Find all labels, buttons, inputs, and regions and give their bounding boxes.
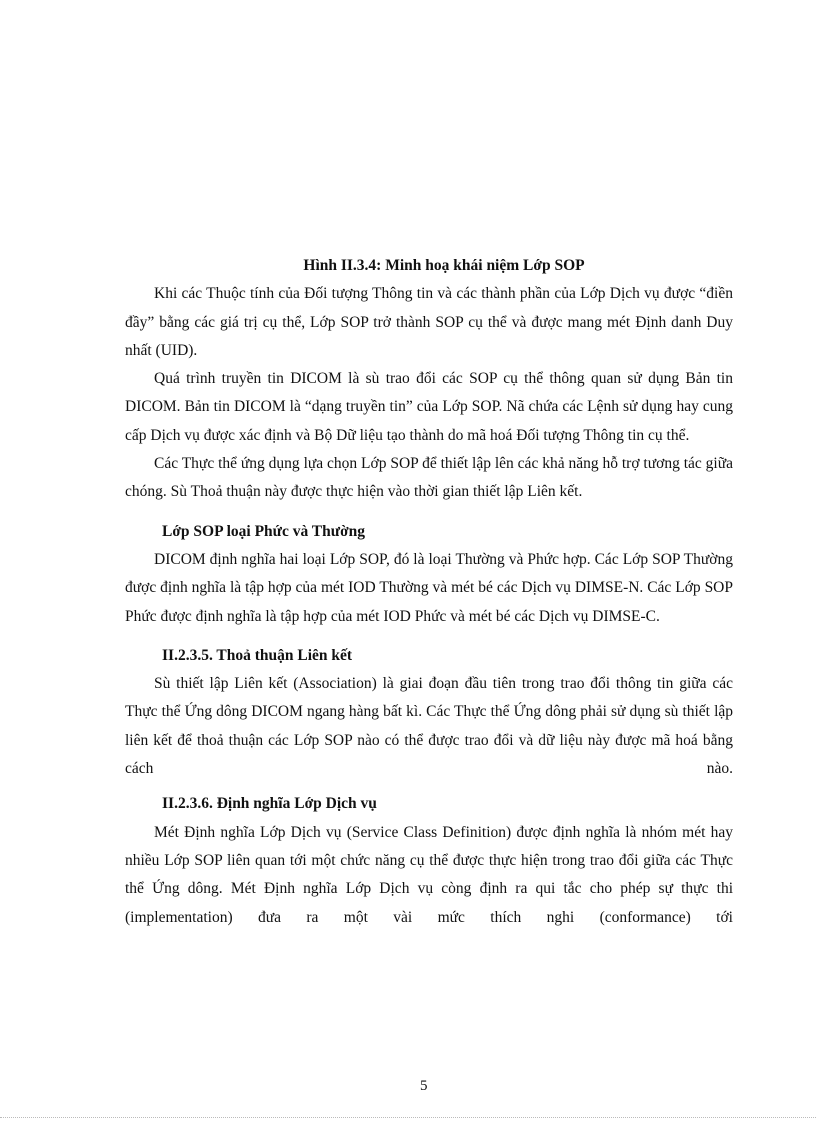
- section-heading-service-class: II.2.3.6. Định nghĩa Lớp Dịch vụ: [162, 795, 377, 813]
- page-number: 5: [420, 1078, 428, 1094]
- figure-caption: Hình II.3.4: Minh hoạ khái niệm Lớp SOP: [303, 257, 585, 274]
- section-heading-association: II.2.3.5. Thoả thuận Liên kết: [162, 646, 353, 664]
- body-paragraph: Quá trình truyền tin DICOM là sù trao đổi các SOP cụ thể thông quan sử dụng Bản tin DICOM. Bản tin DICOM là “dạng truyền tin” của Lớp SOP. Nã chứa các Lệnh sử dụng hay cung cấp Dịch vụ được xác định và Bộ Dữ liệu tạo thành do mã hoá Đối tượng Thông tin cụ thể.: [125, 370, 733, 444]
- footer-divider: [0, 1117, 816, 1118]
- body-paragraph: Các Thực thể ứng dụng lựa chọn Lớp SOP để thiết lập lên các khả năng hỗ trợ tương tác giữa chóng. Sù Thoả thuận này được thực hiện vào thời gian thiết lập Liên kết.: [125, 455, 733, 501]
- section-heading-sop-types: Lớp SOP loại Phức và Thường: [162, 522, 366, 540]
- body-paragraph: Sù thiết lập Liên kết (Association) là giai đoạn đầu tiên trong trao đổi thông tin giữa các Thực thể Ứng dông DICOM ngang hàng bất kì. Các Thực thể Ứng dông phải sử dụng sù thiết lập liên kết để thoả thuận các Lớp SOP nào có thể được trao đổi và dữ liệu này được mã hoá bằng cách nào.: [125, 675, 733, 778]
- body-paragraph: Khi các Thuộc tính của Đối tượng Thông tin và các thành phần của Lớp Dịch vụ được “điền đầy” bằng các giá trị cụ thể, Lớp SOP trở thành SOP cụ thể và được mang mét Định danh Duy nhất (UID).: [125, 285, 733, 359]
- page-content: [125, 252, 733, 932]
- body-paragraph: Mét Định nghĩa Lớp Dịch vụ (Service Class Definition) được định nghĩa là nhóm mét hay nhiều Lớp SOP liên quan tới một chức năng cụ thể được thực hiện trong trao đổi giữa các Thực thể Ứng dông. Mét Định nghĩa Lớp Dịch vụ còng định ra qui tắc cho phép sự thực thi (implementation) đưa ra một vài mức thích nghi (conformance) tới: [125, 823, 733, 926]
- body-paragraph: DICOM định nghĩa hai loại Lớp SOP, đó là loại Thường và Phức hợp. Các Lớp SOP Thường được định nghĩa là tập hợp của mét IOD Thường và mét bé các Dịch vụ DIMSE-N. Các Lớp SOP Phức được định nghĩa là tập hợp của mét IOD Phức và mét bé các Dịch vụ DIMSE-C.: [125, 550, 733, 625]
